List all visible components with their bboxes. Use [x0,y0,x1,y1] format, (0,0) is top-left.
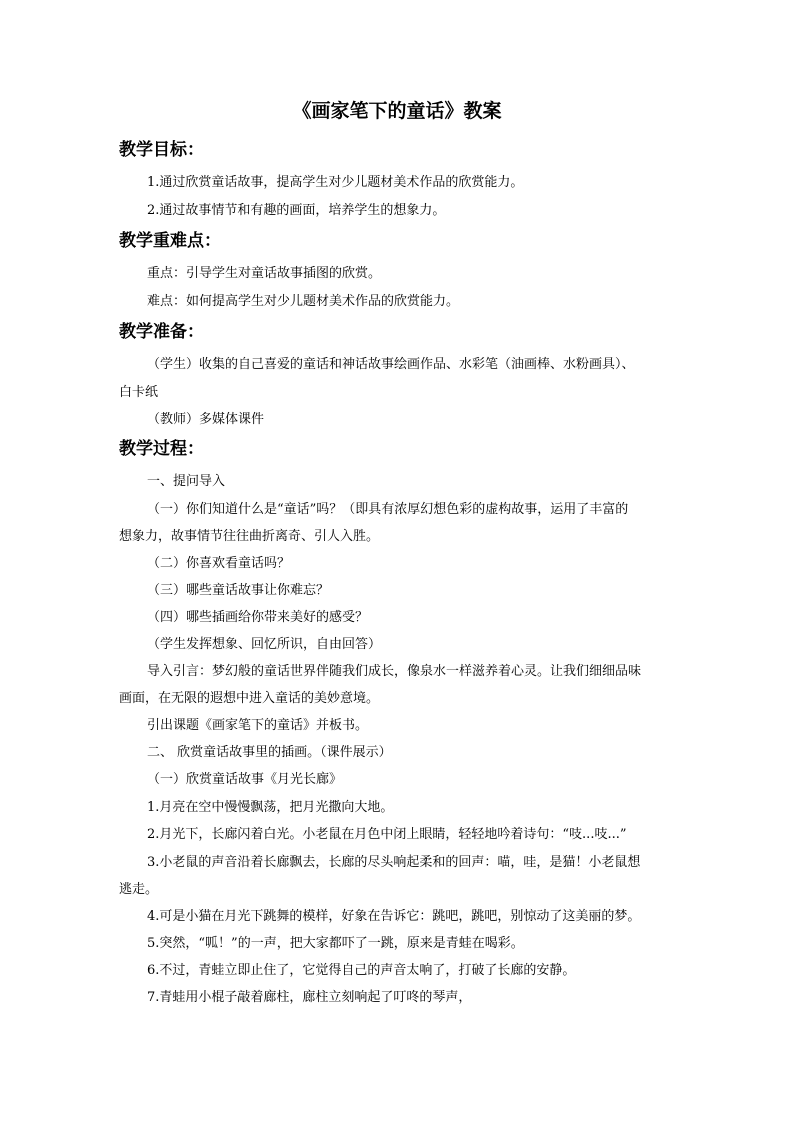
section-heading-goals: 教学目标： [119,140,204,160]
process-line: 一、提问导入 [147,474,226,489]
process-line: 5.突然，“呱！”的一声，把大家都吓了一跳，原来是青蛙在喝彩。 [147,936,524,951]
process-line: 二、 欣赏童话故事里的插画。（课件展示） [147,745,392,760]
process-line: 6.不过，青蛙立即止住了，它觉得自己的声音太响了，打破了长廊的安静。 [147,963,576,978]
process-line: （一）欣赏童话故事《月光长廊》 [147,772,343,787]
process-line: （一）你们知道什么是“童话”吗？（即具有浓厚幻想色彩的虚构故事，运用了丰富的 [147,502,629,517]
preparation-item: 白卡纸 [119,385,159,400]
section-heading-key-points: 教学重难点： [119,231,221,251]
process-line: 画面，在无限的遐想中进入童话的美妙意境。 [119,691,380,706]
process-line: 逃走。 [119,882,159,897]
process-line: 3.小老鼠的声音沿着长廊飘去，长廊的尽头响起柔和的回声：喵，哇，是猫！小老鼠想 [147,855,641,870]
process-line: 2.月光下，长廊闪着白光。小老鼠在月色中闭上眼睛，轻轻地吟着诗句：“吱...吱...” [147,827,627,842]
goal-item: 2.通过故事情节和有趣的画面，培养学生的想象力。 [147,203,446,218]
preparation-item: （学生）收集的自己喜爱的童话和神话故事绘画作品、水彩笔（油画棒、水粉画具）、 [147,357,635,372]
process-line: （三）哪些童话故事让你难忘？ [147,583,330,598]
key-point-item: 重点：引导学生对童话故事插图的欣赏。 [147,266,382,281]
goal-item: 1.通过欣赏童话故事，提高学生对少儿题材美术作品的欣赏能力。 [147,175,524,190]
section-heading-preparation: 教学准备： [119,322,204,342]
process-line: （学生发挥想象、回忆所识，自由回答） [147,637,382,652]
preparation-item: （教师）多媒体课件 [147,412,265,427]
process-line: 4.可是小猫在月光下跳舞的模样，好象在告诉它：跳吧，跳吧，别惊动了这美丽的梦。 [147,909,641,924]
process-line: （四）哪些插画给你带来美好的感受？ [147,610,369,625]
section-heading-process: 教学过程： [119,439,204,459]
process-line: 7.青蛙用小棍子敲着廊柱，廊柱立刻响起了叮咚的琴声， [147,990,472,1005]
process-line: 引出课题《画家笔下的童话》并板书。 [147,718,369,733]
process-line: 导入引言：梦幻般的童话世界伴随我们成长，像泉水一样滋养着心灵。让我们细细品味 [147,664,642,679]
process-line: （二）你喜欢看童话吗？ [147,556,291,571]
process-line: 1.月亮在空中慢慢飘荡，把月光撒向大地。 [147,800,394,815]
key-point-item: 难点：如何提高学生对少儿题材美术作品的欣赏能力。 [147,294,460,309]
process-line: 想象力，故事情节往往曲折离奇、引人入胜。 [119,529,380,544]
document-title: 《画家笔下的童话》教案 [292,100,502,122]
